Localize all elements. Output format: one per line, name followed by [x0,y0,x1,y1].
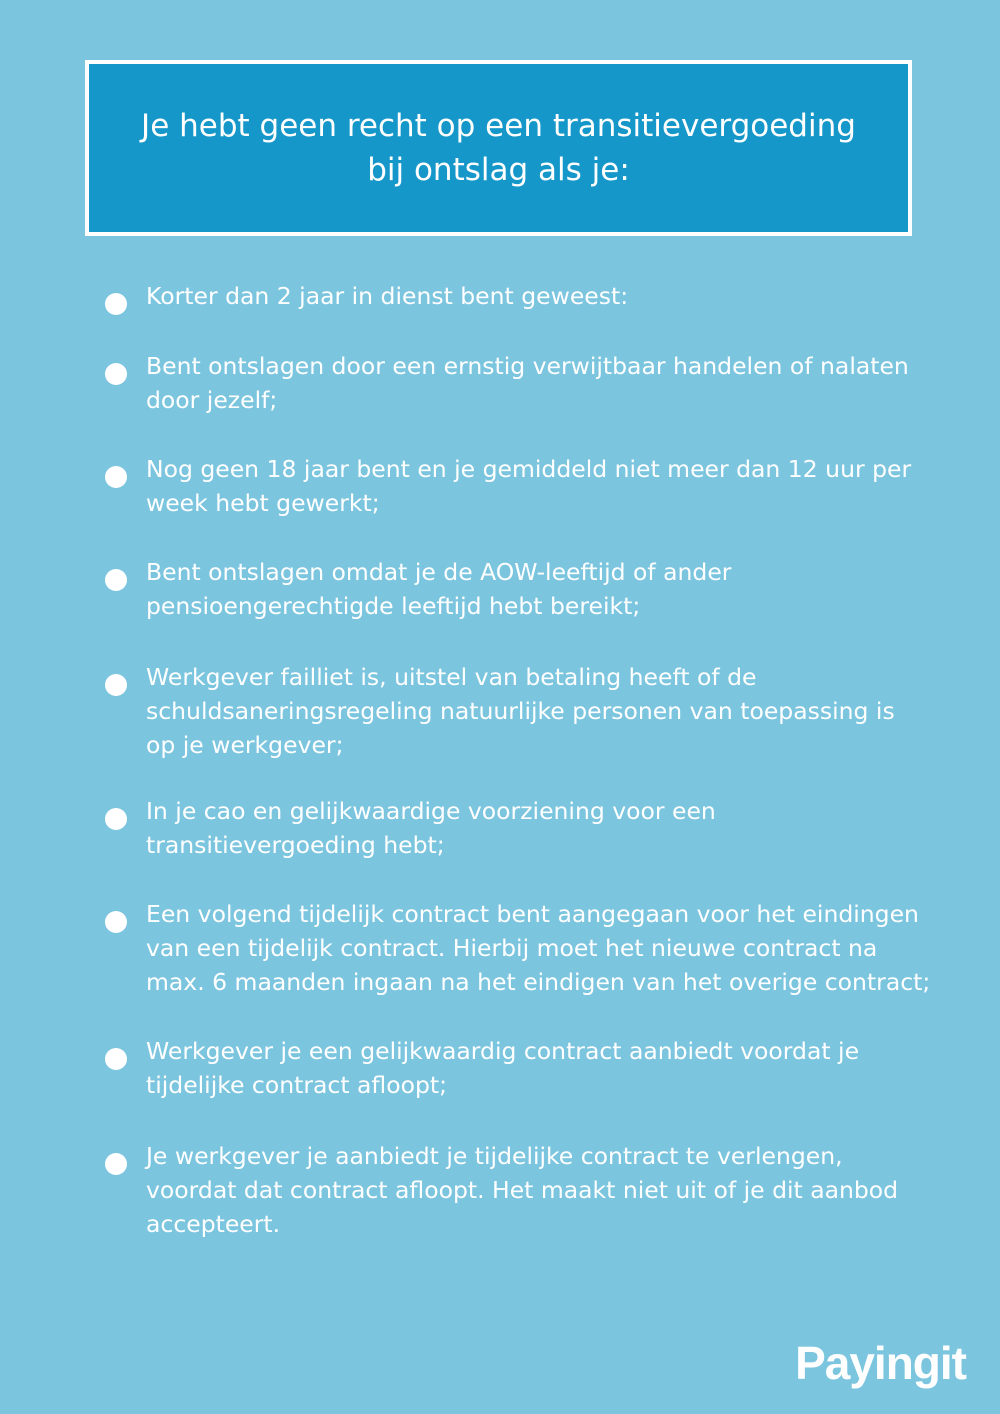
title-line-2: bij ontslag als je: [367,152,630,188]
title-line-1: Je hebt geen recht op een transitievergoeding [141,108,856,144]
bullet-icon [105,808,127,830]
list-item-text: Je werkgever je aanbiedt je tijdelijke contract te verlengen, voordat dat contract afloopt. Het maakt niet uit of je dit aanbod accepteert. [146,1142,899,1238]
bullet-icon [105,293,127,315]
bullet-icon [105,569,127,591]
bullet-icon [105,674,127,696]
bullet-icon [105,363,127,385]
list-item-text: Werkgever failliet is, uitstel van betaling heeft of de schuldsaneringsregeling natuurlijke personen van toepassing is op je werkgever; [146,663,895,759]
bullet-icon [105,1153,127,1175]
list-item-text: Werkgever je een gelijkwaardig contract aanbiedt voordat je tijdelijke contract afloopt; [146,1037,860,1099]
list-item-text: Nog geen 18 jaar bent en je gemiddeld niet meer dan 12 uur per week hebt gewerkt; [146,455,912,517]
bullet-icon [105,911,127,933]
list-item-text: Bent ontslagen door een ernstig verwijtbaar handelen of nalaten door jezelf; [146,352,909,414]
list-item-text: Korter dan 2 jaar in dienst bent geweest: [146,282,629,310]
brand-logo: Payingit [795,1337,966,1389]
bullet-icon [105,466,127,488]
list-item-text: In je cao en gelijkwaardige voorziening voor een transitievergoeding hebt; [146,797,716,859]
list-item-text: Een volgend tijdelijk contract bent aangegaan voor het eindingen van een tijdelijk contract. Hierbij moet het nieuwe contract na max. 6 maanden ingaan na het eindigen van het overige contract; [146,900,931,996]
bullet-icon [105,1048,127,1070]
list-item-text: Bent ontslagen omdat je de AOW-leeftijd of ander pensioengerechtigde leeftijd hebt bereikt; [146,558,732,620]
